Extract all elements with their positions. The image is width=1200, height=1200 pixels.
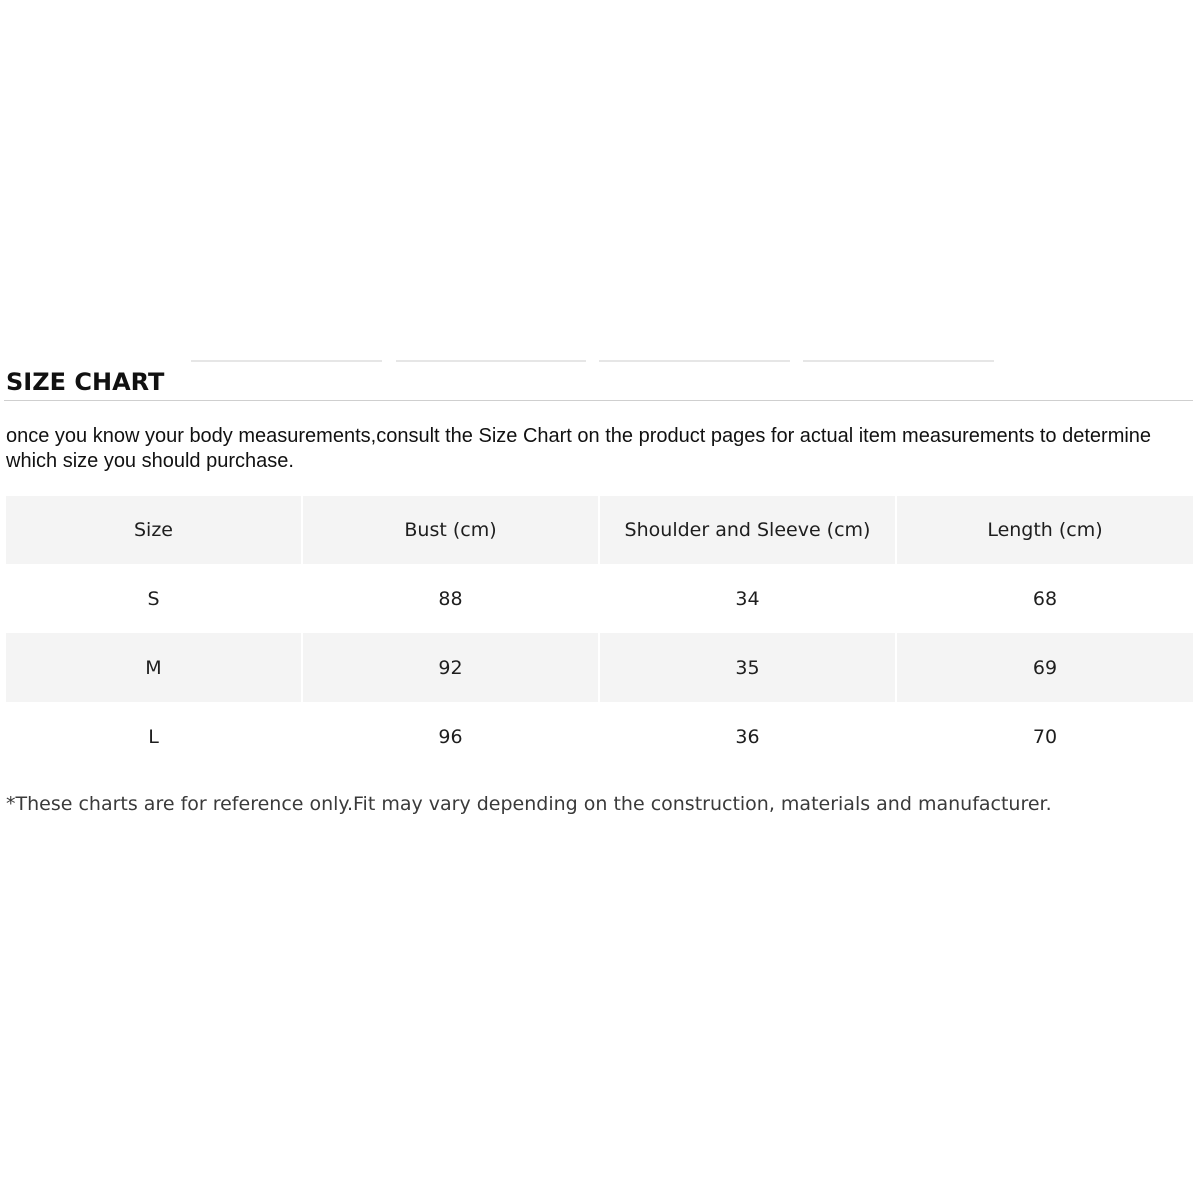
cell-size: S	[6, 564, 302, 633]
table-row	[6, 702, 1193, 771]
cell-size: L	[6, 702, 302, 771]
header-bust: Bust (cm)	[302, 496, 599, 564]
cell-bust: 96	[302, 702, 599, 771]
tab-placeholder	[803, 360, 994, 362]
header-shoulder-sleeve: Shoulder and Sleeve (cm)	[599, 496, 896, 564]
cell-shoulder-sleeve: 35	[599, 633, 896, 702]
intro-text: once you know your body measurements,consult the Size Chart on the product pages for actual item measurements to determine which size you should purchase.	[6, 425, 1152, 472]
cell-length: 68	[1032, 587, 1058, 610]
table-row	[6, 633, 1193, 702]
tab-placeholder	[396, 360, 586, 362]
size-chart-table	[6, 496, 1193, 771]
cell-bust: 88	[302, 564, 599, 633]
table-header-row	[6, 496, 1193, 564]
cell-bust: 92	[302, 633, 599, 702]
cell-length: 70	[1032, 725, 1058, 748]
page-title: SIZE CHART	[6, 368, 165, 396]
tab-placeholder	[191, 360, 382, 362]
cell-shoulder-sleeve: 36	[599, 702, 896, 771]
cell-length: 69	[1032, 656, 1058, 679]
tab-placeholder	[599, 360, 790, 362]
header-size: Size	[6, 496, 302, 564]
header-length: Length (cm)	[987, 519, 1103, 541]
title-divider	[4, 400, 1193, 401]
cell-size: M	[6, 633, 302, 702]
table-row	[6, 564, 1193, 633]
cell-shoulder-sleeve: 34	[599, 564, 896, 633]
footnote: *These charts are for reference only.Fit may vary depending on the construction, materials and manufacturer.	[6, 793, 1052, 815]
